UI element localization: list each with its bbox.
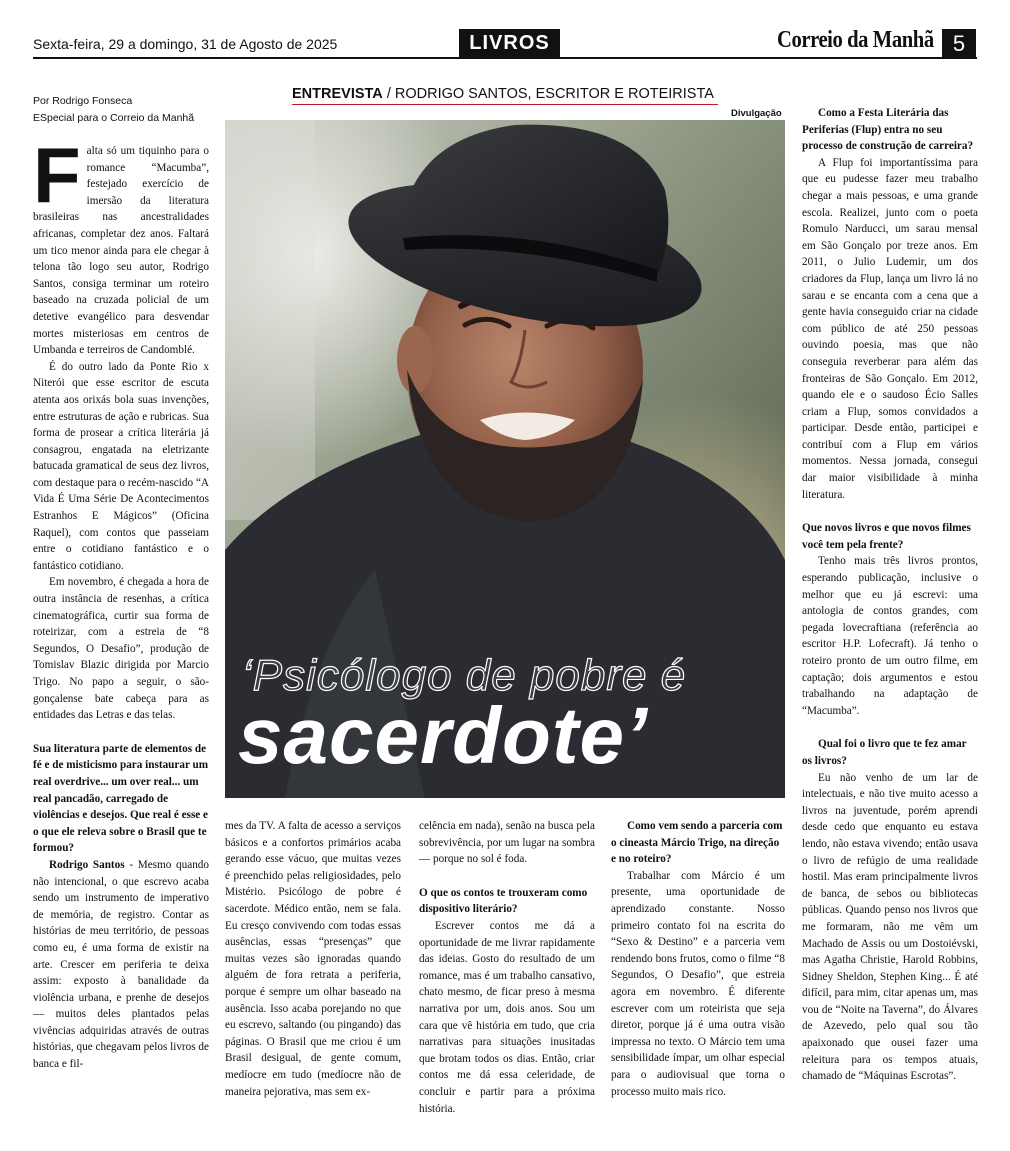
headline-line-1: ‘Psicólogo de pobre é [242, 651, 687, 700]
article-column-4 [611, 818, 785, 1100]
paragraph: Em novembro, é chegada a hora de outra instância de resenhas, a crítica cinematográfica, curtir sua forma de roteirizar, com a estreia de “8 Segundos, O Desafio”, produção de Tomislav Blazic dirigida por Marcio Trigo. No papo a seguir, o são-gonçalense bate cabeça para as entidades das Letras e das telas. [33, 576, 209, 722]
kicker-label: ENTREVISTA [292, 86, 383, 102]
section-label: LIVROS [459, 29, 560, 57]
page-number: 5 [942, 29, 976, 58]
kicker-underline [292, 104, 718, 105]
header-rule [33, 57, 977, 59]
answer-speaker: Rodrigo Santos [49, 858, 125, 871]
interview-question: Que novos livros e que novos filmes você tem pela frente? [802, 522, 971, 551]
interview-question: Como a Festa Literária das Periferias (Flup) entra no seu processo de construção de carreira? [802, 107, 974, 153]
kicker-subject: RODRIGO SANTOS, ESCRITOR E ROTEIRISTA [394, 86, 714, 102]
interview-answer: Tenho mais três livros prontos, esperando publicação, inclusive o melhor que eu já escrevi: uma antologia de contos grandes, com pegada lovecraftiana (referência ao escritor H.P. Lofecraft). Já tenho o roteiro pronto de um outro filme, em captação; dois argumentos e estou trabalhando na adaptação de “Macumba”. [802, 555, 978, 717]
interview-answer: Escrever contos me dá a oportunidade de me livrar rapidamente das ideias. Gosto do resultado de um romance, mas é um trabalho cansativo, chato mesmo, de ficar preso à mesma narrativa por um, dois anos. Sou um cara que vê história em tudo, que cria narrativas para situações inusitadas que brotam todos os dias. Então, criar contos me dá essa celeridade, de concluir e partir para a próxima história. [419, 919, 595, 1115]
interview-answer: A Flup foi importantíssima para que eu pudesse fazer meu trabalho chegar a mais pessoas, e uma grande escola. Realizei, junto com o poeta Romulo Narducci, um sarau mensal em São Gonçalo por treze anos. Em 2011, o Julio Ludemir, um dos criadores da Flup, lança um livro lá no sarau e se encanta com a cena que a gente havia conseguido criar na cidade com público de até 250 pessoas ouvindo poesia, mas que não conseguia reverberar para além das fronteiras de São Gonçalo. Em 2012, quando ele e o saudoso Écio Salles criam a Flup, somos convidados a participar. Desde então, participei e contribuí com a Flup em vários momentos. Nessa jornada, consegui dar maior visibilidade à minha literatura. [802, 156, 978, 501]
article-column-5 [802, 105, 978, 1085]
interview-question: Qual foi o livro que te fez amar os livros? [802, 738, 967, 767]
article-column-1 [33, 131, 209, 1073]
article-column-3 [419, 818, 595, 1117]
kicker-separator: / [386, 86, 391, 102]
kicker [292, 86, 714, 102]
interview-answer: Trabalhar com Márcio é um presente, uma oportunidade de aprendizado constante. Nosso primeiro contato foi na escrita do “Sexo & Destino” e a parceria vem rendendo bons frutos, como o filme “8 Segundos, O Desafio”, que estreia agora em novembro. É diferente escrever com um roteirista que seja diretor, porque já é uma outra visão impressa no texto. O Márcio tem uma sensibilidade ímpar, um olhar especial para o audiovisual que torna o processo muito mais rico. [611, 869, 785, 1098]
headline-line-2: sacerdote’ [238, 691, 649, 780]
article-column-2 [225, 818, 401, 1100]
newspaper-masthead: Correio da Manhã [777, 27, 934, 53]
byline-author: Por Rodrigo Fonseca [33, 95, 133, 107]
paragraph: É do outro lado da Ponte Rio x Niterói que esse escritor de escuta atenta aos orixás bola suas invenções, entre estruturas de ação e rubricas. Sua forma de prosear a crítica literária já consagrou, engatada na eletrizante batucada gramatical de seus dez livros, com destaque para o recém-nascido “A Vida É Uma Série De Acontecimentos Estranhos E Mágicos” (Oficina Raquel), com contos que passeiam entre o cotidiano fantástico e o fantástico cotidiano. [33, 360, 209, 572]
paragraph: alta só um tiquinho para o romance “Macumba”, festejado exercício de imersão da literatura brasileiras nas ancestralidades africanas, completar dez anos. Faltará um tico menor ainda para ele chegar à telona tão logo seu autor, Rodrigo Santos, consiga terminar um roteiro baseado na cruzada policial de um detetive evangélico para desvendar mortes misteriosas em centros de Umbanda e terreiros de Candomblé. [33, 145, 209, 357]
interview-answer: Rodrigo Santos - Mesmo quando não intencional, o que escrevo acaba sendo um instrumento de imperativo de memória, de registro. Contar as histórias de meu território, de pessoas como eu, é uma forma de existir na arte. Crescer em periferia te deixa assim: exposto à banalidade da violência urbana, e prenhe de desejos — muitos deles plantados pelas vivências adquiridas através de outras histórias, que chegavam pelos livros de banca e fil- [33, 858, 209, 1071]
photo-credit: Divulgação [731, 108, 782, 119]
byline-role: ESpecial para o Correio da Manhã [33, 112, 195, 124]
interview-question: Como vem sendo a parceria com o cineasta Márcio Trigo, na direção e no roteiro? [611, 820, 783, 866]
issue-date: Sexta-feira, 29 a domingo, 31 de Agosto de 2025 [33, 36, 338, 52]
interview-question: O que os contos te trouxeram como dispositivo literário? [419, 886, 588, 916]
interview-answer-continued: mes da TV. A falta de acesso a serviços básicos e a confortos primários acaba gerando esse vácuo, que muitas vezes é preenchido pelas religiosidades, pelo Mistério. Psicólogo de pobre é sacerdote. Médico então, nem se fala. Eu cresço convivendo com todas essas ausências, essas “presenças” que muitas vezes são ignoradas quando alguém de fora retrata a periferia, porque é sempre um olhar baseado na ausência. Isso acaba porejando no que eu escrevo, saltando (ou pingando) das páginas. O Brasil que me criou é um Brasil desigual, de gente comum, medíocre em tudo (medíocre não de maneira pejorativa, mas sem ex- [225, 820, 401, 1098]
drop-cap: F [33, 131, 81, 219]
interview-answer: Eu não venho de um lar de intelectuais, e não tive muito acesso a livros na juventude, porém aprendi desde cedo que enquanto eu estava lendo, não estava vivendo; então usava o livro de refúgio de uma realidade hostil. Mas eram principalmente livros de banca, de sebos ou bibliotecas públicas. Quando penso nos livros que me formaram, não me vêm um Machado de Assis ou um Dostoiévski, mas Agatha Christie, Harold Robbins, Sidney Sheldon, Stephen King... É até difícil, para mim, citar apenas um, mas vou de “Noite na Taverna”, do Álvares de Azevedo, pelo qual sou tão apaixonado que ousei fazer uma releitura para os tempos atuais, chamado de “Máquinas Escrotas”. [802, 771, 978, 1083]
interview-answer-continued: celência em nada), senão na busca pela sobrevivência, por um lugar na sombra — porque no sol é foda. [419, 820, 595, 866]
interview-question: Sua literatura parte de elementos de fé e de misticismo para instaurar um real overdrive... um over real... um real pancadão, carregado de violências e desejos. Que real é esse e o que ele releva sobre o Brasil que te formou? [33, 742, 209, 855]
byline [33, 93, 194, 127]
